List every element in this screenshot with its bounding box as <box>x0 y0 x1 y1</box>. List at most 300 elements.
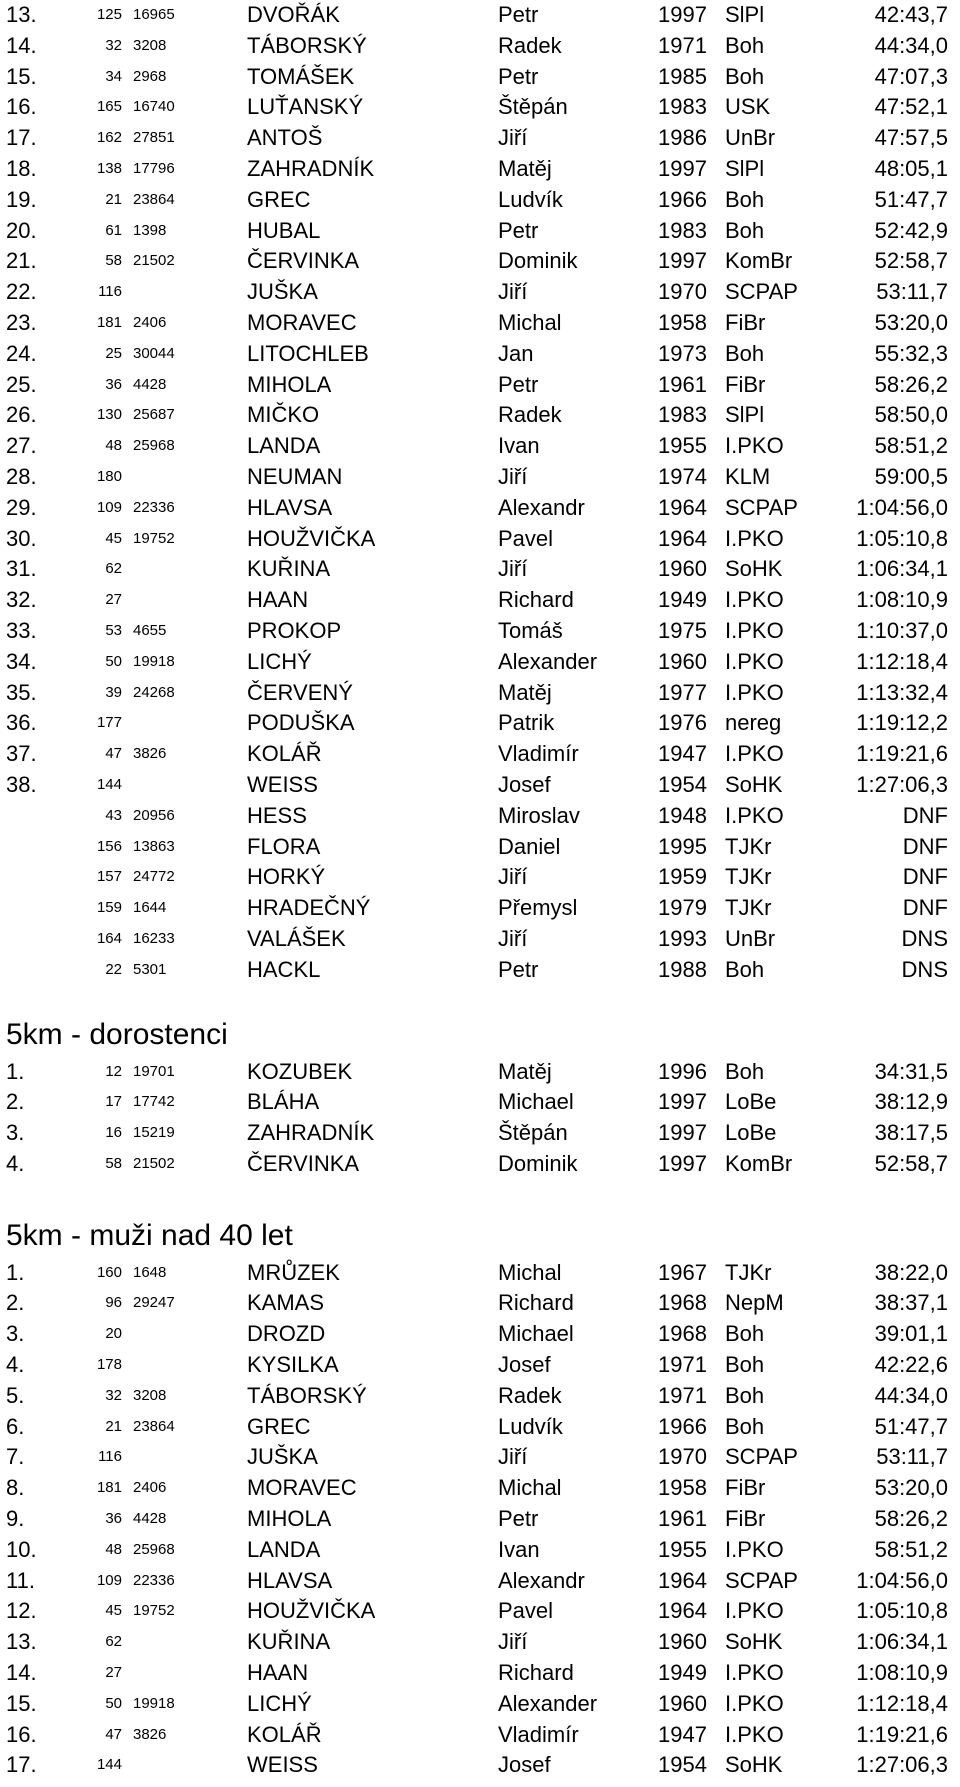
registration-number-cell: 21502 <box>133 1154 175 1172</box>
registration-number-cell: 3826 <box>133 1725 167 1743</box>
start-number-cell: 32 <box>105 36 122 54</box>
surname-cell: LUŤANSKÝ <box>247 94 364 120</box>
first-name-cell: Jiří <box>498 556 528 582</box>
surname-cell: HACKL <box>247 956 321 982</box>
time-cell: 38:37,1 <box>874 1290 948 1316</box>
first-name-cell: Ivan <box>498 1536 540 1562</box>
first-name-cell: Jiří <box>498 1444 528 1470</box>
club-cell: SCPAP <box>725 494 798 520</box>
surname-cell: ČERVINKA <box>247 1150 360 1176</box>
rank-cell: 30. <box>6 525 37 551</box>
time-cell: 1:13:32,4 <box>856 679 948 705</box>
start-number-cell: 162 <box>96 129 122 147</box>
result-row <box>0 955 960 986</box>
result-row <box>0 647 960 678</box>
birth-year-cell: 1983 <box>658 217 707 243</box>
club-cell: I.PKO <box>725 1598 784 1624</box>
birth-year-cell: 1967 <box>658 1259 707 1285</box>
section-heading: 5km - muži nad 40 let <box>6 1218 293 1252</box>
time-cell: 42:22,6 <box>874 1352 948 1378</box>
time-cell: 1:08:10,9 <box>856 1660 948 1686</box>
club-cell: SCPAP <box>725 279 798 305</box>
club-cell: LoBe <box>725 1120 777 1146</box>
registration-number-cell: 2406 <box>133 1479 167 1497</box>
surname-cell: MORAVEC <box>247 309 357 335</box>
surname-cell: MIHOLA <box>247 1506 332 1532</box>
rank-cell: 12. <box>6 1598 37 1624</box>
birth-year-cell: 1971 <box>658 1382 707 1408</box>
time-cell: 44:34,0 <box>874 32 948 58</box>
start-number-cell: 22 <box>105 960 122 978</box>
start-number-cell: 109 <box>96 498 122 516</box>
time-cell: 52:58,7 <box>874 248 948 274</box>
rank-cell: 13. <box>6 2 37 27</box>
time-cell: 47:52,1 <box>874 94 948 120</box>
rank-cell: 1. <box>6 1259 25 1285</box>
time-cell: DNS <box>901 925 948 951</box>
registration-number-cell: 22336 <box>133 498 175 516</box>
first-name-cell: Michael <box>498 1089 574 1115</box>
birth-year-cell: 1948 <box>658 802 707 828</box>
first-name-cell: Petr <box>498 371 539 397</box>
first-name-cell: Jan <box>498 340 534 366</box>
registration-number-cell: 1398 <box>133 221 167 239</box>
birth-year-cell: 1970 <box>658 1444 707 1470</box>
time-cell: 1:06:34,1 <box>856 556 948 582</box>
time-cell: 1:05:10,8 <box>856 525 948 551</box>
start-number-cell: 116 <box>98 1448 122 1466</box>
start-number-cell: 177 <box>96 714 122 732</box>
time-cell: 48:05,1 <box>874 155 948 181</box>
birth-year-cell: 1997 <box>658 155 707 181</box>
result-row <box>0 924 960 955</box>
birth-year-cell: 1997 <box>658 248 707 274</box>
result-row <box>0 216 960 247</box>
birth-year-cell: 1997 <box>658 2 707 27</box>
club-cell: SlPl <box>725 155 765 181</box>
start-number-cell: 159 <box>96 899 122 917</box>
registration-number-cell: 1648 <box>133 1263 167 1281</box>
result-row <box>0 493 960 524</box>
result-row <box>0 770 960 801</box>
start-number-cell: 36 <box>105 1510 122 1528</box>
result-row <box>0 1566 960 1597</box>
birth-year-cell: 1968 <box>658 1290 707 1316</box>
club-cell: FiBr <box>725 371 766 397</box>
result-row <box>0 1381 960 1412</box>
start-number-cell: 50 <box>105 652 122 670</box>
registration-number-cell: 16740 <box>133 98 175 116</box>
result-row <box>0 246 960 277</box>
first-name-cell: Vladimír <box>498 1721 579 1747</box>
surname-cell: MORAVEC <box>247 1475 357 1501</box>
surname-cell: HAAN <box>247 1660 309 1686</box>
club-cell: I.PKO <box>725 1721 784 1747</box>
club-cell: SoHK <box>725 1752 783 1778</box>
time-cell: 1:06:34,1 <box>856 1629 948 1655</box>
registration-number-cell: 19752 <box>133 1602 175 1620</box>
rank-cell: 22. <box>6 279 37 305</box>
registration-number-cell: 13863 <box>133 837 175 855</box>
start-number-cell: 47 <box>105 745 122 763</box>
birth-year-cell: 1986 <box>658 125 707 151</box>
birth-year-cell: 1997 <box>658 1089 707 1115</box>
birth-year-cell: 1983 <box>658 94 707 120</box>
result-row <box>0 339 960 370</box>
first-name-cell: Petr <box>498 956 539 982</box>
start-number-cell: 12 <box>105 1062 122 1080</box>
time-cell: 52:58,7 <box>874 1150 948 1176</box>
result-row <box>0 708 960 739</box>
start-number-cell: 109 <box>96 1571 122 1589</box>
start-number-cell: 156 <box>96 837 122 855</box>
birth-year-cell: 1988 <box>658 956 707 982</box>
club-cell: I.PKO <box>725 617 784 643</box>
birth-year-cell: 1964 <box>658 525 707 551</box>
club-cell: Boh <box>725 340 765 366</box>
rank-cell: 20. <box>6 217 37 243</box>
club-cell: nereg <box>725 710 782 736</box>
rank-cell: 31. <box>6 556 37 582</box>
rank-cell: 21. <box>6 248 37 274</box>
result-row <box>0 678 960 709</box>
result-row <box>0 1504 960 1535</box>
registration-number-cell: 17796 <box>133 159 175 177</box>
result-row <box>0 308 960 339</box>
club-cell: SlPl <box>725 402 765 428</box>
birth-year-cell: 1966 <box>658 186 707 212</box>
first-name-cell: Patrik <box>498 710 555 736</box>
time-cell: 53:11,7 <box>876 279 948 305</box>
time-cell: DNF <box>902 802 948 828</box>
result-row <box>0 554 960 585</box>
result-row <box>0 1258 960 1289</box>
first-name-cell: Josef <box>498 771 551 797</box>
surname-cell: HESS <box>247 802 307 828</box>
club-cell: I.PKO <box>725 1690 784 1716</box>
result-row <box>0 1319 960 1350</box>
result-row <box>0 1689 960 1720</box>
surname-cell: FLORA <box>247 833 321 859</box>
surname-cell: KAMAS <box>247 1290 325 1316</box>
time-cell: DNF <box>902 864 948 890</box>
first-name-cell: Josef <box>498 1352 551 1378</box>
first-name-cell: Pavel <box>498 525 554 551</box>
rank-cell: 3. <box>6 1321 25 1347</box>
surname-cell: MRŮZEK <box>247 1259 340 1285</box>
registration-number-cell: 29247 <box>133 1294 175 1312</box>
first-name-cell: Jiří <box>498 125 528 151</box>
birth-year-cell: 1954 <box>658 1752 707 1778</box>
rank-cell: 11. <box>6 1567 35 1593</box>
start-number-cell: 36 <box>105 375 122 393</box>
result-row <box>0 1596 960 1627</box>
start-number-cell: 62 <box>105 560 122 578</box>
start-number-cell: 43 <box>105 806 122 824</box>
start-number-cell: 125 <box>96 6 122 23</box>
time-cell: 44:34,0 <box>874 1382 948 1408</box>
club-cell: Boh <box>725 1413 765 1439</box>
result-row <box>0 370 960 401</box>
start-number-cell: 58 <box>105 252 122 270</box>
surname-cell: HAAN <box>247 587 309 613</box>
club-cell: Boh <box>725 186 765 212</box>
time-cell: 47:57,5 <box>874 125 948 151</box>
first-name-cell: Michal <box>498 309 562 335</box>
surname-cell: PROKOP <box>247 617 342 643</box>
first-name-cell: Petr <box>498 2 539 27</box>
club-cell: SoHK <box>725 1629 783 1655</box>
birth-year-cell: 1955 <box>658 433 707 459</box>
start-number-cell: 17 <box>105 1093 122 1111</box>
birth-year-cell: 1959 <box>658 864 707 890</box>
time-cell: 47:07,3 <box>874 63 948 89</box>
registration-number-cell: 25968 <box>133 437 175 455</box>
club-cell: Boh <box>725 1352 765 1378</box>
start-number-cell: 58 <box>105 1154 122 1172</box>
club-cell: TJKr <box>725 895 772 921</box>
birth-year-cell: 1949 <box>658 587 707 613</box>
first-name-cell: Ludvík <box>498 186 563 212</box>
start-number-cell: 116 <box>98 283 122 301</box>
time-cell: 1:12:18,4 <box>856 1690 948 1716</box>
rank-cell: 24. <box>6 340 37 366</box>
result-row <box>0 1627 960 1658</box>
birth-year-cell: 1983 <box>658 402 707 428</box>
surname-cell: BLÁHA <box>247 1089 320 1115</box>
birth-year-cell: 1975 <box>658 617 707 643</box>
birth-year-cell: 1960 <box>658 648 707 674</box>
surname-cell: ZAHRADNÍK <box>247 155 375 181</box>
club-cell: I.PKO <box>725 802 784 828</box>
rank-cell: 13. <box>6 1629 37 1655</box>
result-row <box>0 1535 960 1566</box>
start-number-cell: 164 <box>96 929 122 947</box>
rank-cell: 14. <box>6 1660 37 1686</box>
result-row <box>0 1118 960 1149</box>
time-cell: 58:51,2 <box>874 433 948 459</box>
registration-number-cell: 30044 <box>133 344 175 362</box>
club-cell: SCPAP <box>725 1444 798 1470</box>
birth-year-cell: 1961 <box>658 371 707 397</box>
rank-cell: 26. <box>6 402 37 428</box>
first-name-cell: Dominik <box>498 1150 578 1176</box>
rank-cell: 6. <box>6 1413 25 1439</box>
first-name-cell: Michael <box>498 1321 574 1347</box>
start-number-cell: 47 <box>105 1725 122 1743</box>
rank-cell: 35. <box>6 679 37 705</box>
birth-year-cell: 1993 <box>658 925 707 951</box>
surname-cell: KOZUBEK <box>247 1058 353 1084</box>
first-name-cell: Miroslav <box>498 802 580 828</box>
registration-number-cell: 3826 <box>133 745 167 763</box>
first-name-cell: Přemysl <box>498 895 578 921</box>
club-cell: TJKr <box>725 864 772 890</box>
result-row <box>0 1720 960 1751</box>
club-cell: Boh <box>725 956 765 982</box>
result-row <box>0 1442 960 1473</box>
start-number-cell: 48 <box>105 1540 122 1558</box>
birth-year-cell: 1995 <box>658 833 707 859</box>
result-row <box>0 1412 960 1443</box>
rank-cell: 32. <box>6 587 37 613</box>
surname-cell: WEISS <box>247 1752 318 1778</box>
registration-number-cell: 25968 <box>133 1540 175 1558</box>
surname-cell: HLAVSA <box>247 494 333 520</box>
surname-cell: DVOŘÁK <box>247 2 340 27</box>
club-cell: I.PKO <box>725 679 784 705</box>
start-number-cell: 160 <box>96 1263 122 1281</box>
registration-number-cell: 24772 <box>133 868 175 886</box>
surname-cell: KUŘINA <box>247 1629 331 1655</box>
birth-year-cell: 1971 <box>658 32 707 58</box>
surname-cell: WEISS <box>247 771 318 797</box>
start-number-cell: 138 <box>96 159 122 177</box>
club-cell: I.PKO <box>725 1660 784 1686</box>
first-name-cell: Radek <box>498 1382 562 1408</box>
registration-number-cell: 19918 <box>133 1694 175 1712</box>
start-number-cell: 181 <box>96 313 122 331</box>
start-number-cell: 61 <box>105 221 122 239</box>
registration-number-cell: 22336 <box>133 1571 175 1589</box>
surname-cell: KUŘINA <box>247 556 331 582</box>
time-cell: 1:27:06,3 <box>856 1752 948 1778</box>
first-name-cell: Jiří <box>498 1629 528 1655</box>
registration-number-cell: 16233 <box>133 929 175 947</box>
time-cell: DNF <box>902 895 948 921</box>
start-number-cell: 39 <box>105 683 122 701</box>
start-number-cell: 62 <box>105 1633 122 1651</box>
rank-cell: 23. <box>6 309 37 335</box>
first-name-cell: Jiří <box>498 925 528 951</box>
result-row <box>0 431 960 462</box>
club-cell: KomBr <box>725 248 793 274</box>
result-row <box>0 524 960 555</box>
result-row <box>0 1087 960 1118</box>
club-cell: USK <box>725 94 771 120</box>
club-cell: Boh <box>725 63 765 89</box>
rank-cell: 17. <box>6 1752 37 1778</box>
start-number-cell: 45 <box>105 1602 122 1620</box>
club-cell: I.PKO <box>725 525 784 551</box>
surname-cell: LICHÝ <box>247 1690 312 1716</box>
time-cell: 1:19:21,6 <box>856 1721 948 1747</box>
surname-cell: ANTOŠ <box>247 125 323 151</box>
first-name-cell: Štěpán <box>498 94 568 120</box>
result-row <box>0 1288 960 1319</box>
result-row <box>0 832 960 863</box>
club-cell: KomBr <box>725 1150 793 1176</box>
club-cell: FiBr <box>725 1506 766 1532</box>
surname-cell: LITOCHLEB <box>247 340 369 366</box>
rank-cell: 10. <box>6 1536 37 1562</box>
time-cell: 38:17,5 <box>874 1120 948 1146</box>
result-row <box>0 123 960 154</box>
time-cell: 1:05:10,8 <box>856 1598 948 1624</box>
birth-year-cell: 1960 <box>658 556 707 582</box>
birth-year-cell: 1961 <box>658 1506 707 1532</box>
rank-cell: 27. <box>6 433 37 459</box>
start-number-cell: 144 <box>96 1756 122 1774</box>
first-name-cell: Dominik <box>498 248 578 274</box>
time-cell: DNF <box>902 833 948 859</box>
rank-cell: 2. <box>6 1089 25 1115</box>
first-name-cell: Petr <box>498 1506 539 1532</box>
birth-year-cell: 1970 <box>658 279 707 305</box>
surname-cell: HORKÝ <box>247 864 326 890</box>
registration-number-cell: 21502 <box>133 252 175 270</box>
time-cell: 58:26,2 <box>874 371 948 397</box>
result-row <box>0 893 960 924</box>
club-cell: Boh <box>725 217 765 243</box>
birth-year-cell: 1979 <box>658 895 707 921</box>
birth-year-cell: 1964 <box>658 1567 707 1593</box>
birth-year-cell: 1996 <box>658 1058 707 1084</box>
result-row <box>0 400 960 431</box>
registration-number-cell: 4428 <box>133 375 167 393</box>
start-number-cell: 20 <box>105 1325 122 1343</box>
results-section <box>0 1015 960 1180</box>
surname-cell: KOLÁŘ <box>247 1721 322 1747</box>
result-row <box>0 739 960 770</box>
birth-year-cell: 1974 <box>658 463 707 489</box>
rank-cell: 1. <box>6 1058 25 1084</box>
birth-year-cell: 1947 <box>658 741 707 767</box>
time-cell: 1:04:56,0 <box>856 1567 948 1593</box>
birth-year-cell: 1947 <box>658 1721 707 1747</box>
registration-number-cell: 19701 <box>133 1062 175 1080</box>
birth-year-cell: 1964 <box>658 1598 707 1624</box>
surname-cell: HOUŽVIČKA <box>247 1598 376 1624</box>
start-number-cell: 96 <box>105 1294 122 1312</box>
birth-year-cell: 1977 <box>658 679 707 705</box>
registration-number-cell: 5301 <box>133 960 167 978</box>
result-row <box>0 1658 960 1689</box>
time-cell: 55:32,3 <box>874 340 948 366</box>
birth-year-cell: 1997 <box>658 1150 707 1176</box>
start-number-cell: 50 <box>105 1694 122 1712</box>
time-cell: 42:43,7 <box>874 2 948 27</box>
birth-year-cell: 1949 <box>658 1660 707 1686</box>
surname-cell: TOMÁŠEK <box>247 63 355 89</box>
first-name-cell: Michal <box>498 1259 562 1285</box>
time-cell: 1:19:12,2 <box>856 710 948 736</box>
surname-cell: JUŠKA <box>247 279 318 305</box>
first-name-cell: Michal <box>498 1475 562 1501</box>
first-name-cell: Alexander <box>498 648 598 674</box>
club-cell: I.PKO <box>725 741 784 767</box>
first-name-cell: Tomáš <box>498 617 563 643</box>
first-name-cell: Matěj <box>498 679 552 705</box>
first-name-cell: Alexandr <box>498 494 585 520</box>
section-heading: 5km - dorostenci <box>6 1017 228 1051</box>
registration-number-cell: 16965 <box>133 6 175 23</box>
registration-number-cell: 4428 <box>133 1510 167 1528</box>
rank-cell: 15. <box>6 63 37 89</box>
time-cell: 1:10:37,0 <box>856 617 948 643</box>
surname-cell: TÁBORSKÝ <box>247 1382 367 1408</box>
start-number-cell: 21 <box>105 190 122 208</box>
club-cell: Boh <box>725 1058 765 1084</box>
time-cell: 51:47,7 <box>874 1413 948 1439</box>
surname-cell: LICHÝ <box>247 648 312 674</box>
registration-number-cell: 23864 <box>133 190 175 208</box>
rank-cell: 15. <box>6 1690 37 1716</box>
result-row <box>0 62 960 93</box>
club-cell: I.PKO <box>725 1536 784 1562</box>
rank-cell: 2. <box>6 1290 25 1316</box>
club-cell: FiBr <box>725 1475 766 1501</box>
